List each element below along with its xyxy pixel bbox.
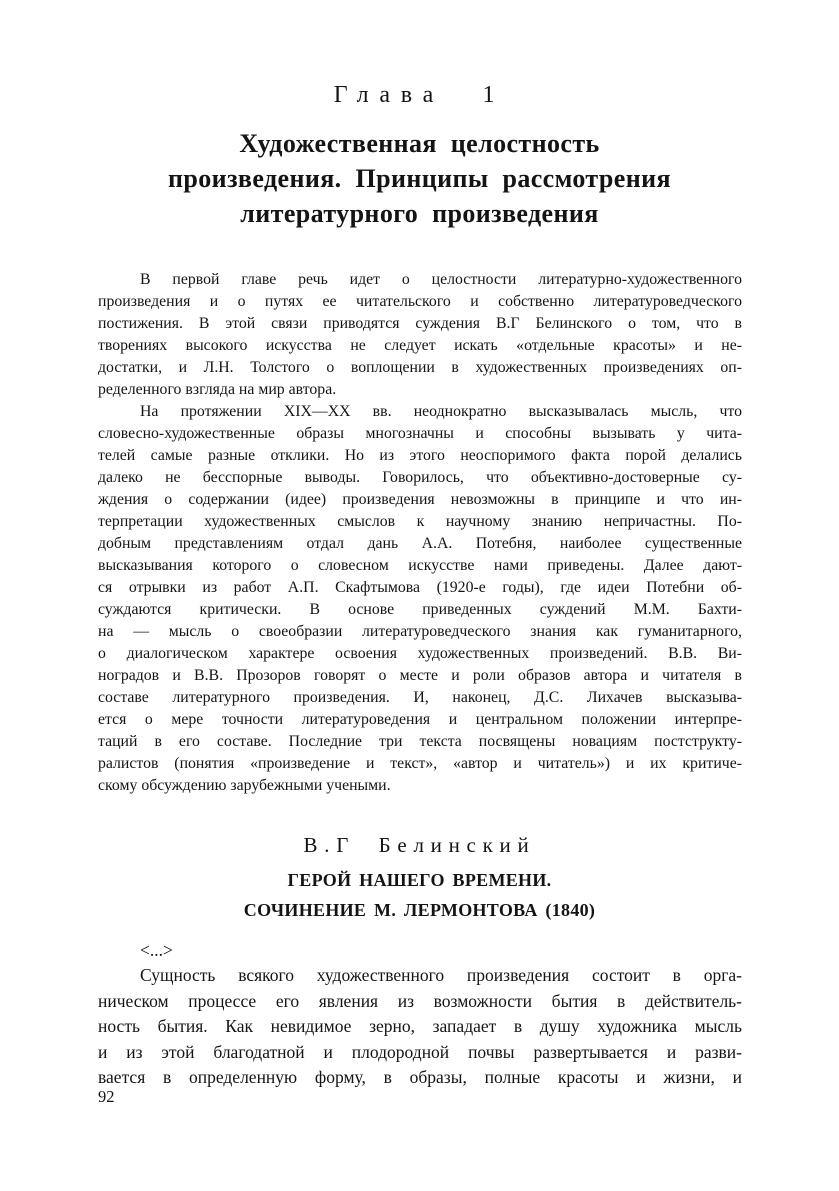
text-line: ралистов (понятия «произведение и текст», «автор и читатель») и их критиче- (98, 755, 742, 772)
text-line: о диалогическом характере освоения художественных произведений. В.В. Ви- (98, 645, 742, 662)
text-line: высказывания которого о словесном искусстве нами приведены. Далее дают- (98, 557, 742, 574)
text-line: ждения о содержании (идее) произведения невозможны в принципе и что ин- (98, 491, 742, 508)
paragraph (98, 269, 742, 401)
text-line: скому обсуждению зарубежными учеными. (98, 777, 391, 794)
text-line: На протяжении XIX—XX вв. неоднократно высказывалась мысль, что (140, 403, 742, 420)
text-line: вается в определенную форму, в образы, полные красоты и жизни, и (98, 1067, 742, 1088)
paragraph (98, 401, 742, 797)
text-line: составе литературного произведения. И, наконец, Д.С. Лихачев высказыва- (98, 689, 742, 706)
text-line: произведения и о путях ее читательского и собственно литературоведческого (98, 293, 742, 310)
chapter-title (60, 126, 779, 231)
text-line: терпретации художественных смыслов к научному знанию непричастны. По- (98, 513, 742, 530)
excerpt-block (98, 938, 742, 1090)
intro-text (98, 269, 742, 797)
text-line: ределенного взгляда на мир автора. (98, 381, 337, 398)
paragraph (98, 963, 742, 1090)
text-line: ность бытия. Как невидимое зерно, западает в душу художника мысль (98, 1016, 742, 1037)
text-line: ГЕРОЙ НАШЕГО ВРЕМЕНИ. (287, 870, 552, 890)
text-line: ноградов и В.В. Прозоров говорят о месте и роли образов автора и читателя в (98, 667, 742, 684)
text-line: добным представлениям отдал дань А.А. Потебня, наиболее существенные (98, 535, 742, 552)
text-line: на — мысль о своеобразии литературоведческого знания как гуманитарного, (98, 623, 742, 640)
text-line: литературного произведения (240, 199, 599, 228)
text-line: произведения. Принципы рассмотрения (168, 164, 671, 193)
text-line: таций в его составе. Последние три текста посвящены новациям постструкту- (98, 733, 742, 750)
text-line: Сущность всякого художественного произведения состоит в орга- (140, 965, 742, 986)
text-line: ническом процессе его явления из возможности бытия в действитель- (98, 990, 742, 1011)
text-line: и из этой благодатной и плодородной почвы развертывается и разви- (98, 1041, 742, 1062)
excerpt-ellipsis: <...> (140, 940, 173, 960)
text-line: словесно-художественные образы многозначны и способны вызывать у чита- (98, 425, 742, 442)
text-line: СОЧИНЕНИЕ М. ЛЕРМОНТОВА (1840) (243, 900, 596, 920)
text-line: ется о мере точности литературоведения и центральном положении интерпре- (98, 711, 742, 728)
author-heading: В.Г Белинский (303, 833, 536, 857)
work-title (60, 865, 779, 925)
text-line: творениях высокого искусства не следует искать «отдельные красоты» и не- (98, 337, 742, 354)
excerpt-text (98, 963, 742, 1090)
text-line: Художественная целостность (239, 129, 600, 158)
text-line: достатки, и Л.Н. Толстого о воплощении в художественных произведениях оп- (98, 359, 742, 376)
text-line: В первой главе речь идет о целостности литературно-художественного (140, 271, 742, 288)
page-number: 92 (98, 1087, 115, 1106)
text-line: телей самые разные отклики. Но из этого неоспоримого факта порой делались (98, 447, 742, 464)
text-line: суждаются критически. В основе приведенных суждений М.М. Бахти- (98, 601, 742, 618)
text-line: далеко не бесспорные выводы. Говорилось, что объективно-достоверные су- (98, 469, 742, 486)
text-line: ся отрывки из работ А.П. Скафтымова (1920-е годы), где идеи Потебни об- (98, 579, 742, 596)
text-line: постижения. В этой связи приводятся суждения В.Г Белинского о том, что в (98, 315, 742, 332)
chapter-label: Глава 1 (333, 82, 506, 108)
